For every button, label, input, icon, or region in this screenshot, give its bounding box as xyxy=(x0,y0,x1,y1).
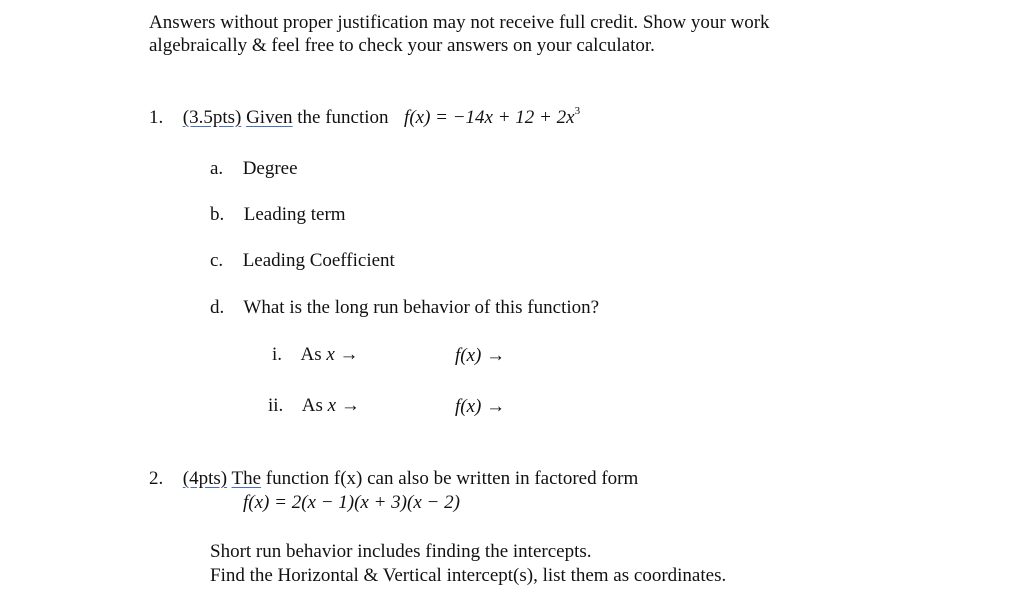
function-rhs: −14x + 12 + 2x xyxy=(452,107,575,128)
intro-line-1: Answers without proper justification may not receive full credit. Show your work xyxy=(149,12,770,33)
part-c xyxy=(210,249,395,273)
question-1-header xyxy=(149,106,580,130)
f-arrow-ii: f(x) → xyxy=(455,396,506,417)
question-points: (4pts) xyxy=(182,468,228,489)
part-marker: a. xyxy=(210,158,224,179)
part-label: What is the long run behavior of this function? xyxy=(243,297,600,318)
intro-line-2: algebraically & feel free to check your answers on your calculator. xyxy=(149,35,655,56)
f-arrow-i: f(x) → xyxy=(455,345,506,366)
part-marker: c. xyxy=(210,250,224,271)
subpart-label: As xyxy=(300,344,322,365)
part-d xyxy=(210,296,599,320)
subpart-ii xyxy=(268,394,360,418)
short-run-text: Short run behavior includes finding the intercepts. xyxy=(210,541,592,562)
question-text: the function xyxy=(297,107,389,128)
subpart-marker: ii. xyxy=(268,395,284,416)
question-text: function f(x) can also be written in factored form xyxy=(265,468,639,489)
part-label: Leading term xyxy=(243,204,346,225)
part-b xyxy=(210,203,346,227)
question-2-header xyxy=(149,467,638,491)
question-number: 2. xyxy=(149,468,164,489)
the-word: The xyxy=(231,468,262,489)
part-label: Leading Coefficient xyxy=(242,250,395,271)
part-a xyxy=(210,157,298,181)
given-word: Given xyxy=(246,107,293,128)
intercepts-instruction: Find the Horizontal & Vertical intercept(s), list them as coordinates. xyxy=(210,565,727,586)
factored-form: f(x) = 2(x − 1)(x + 3)(x − 2) xyxy=(243,492,460,513)
function-exponent: 3 xyxy=(574,104,581,117)
subpart-label: As xyxy=(301,395,323,416)
part-marker: d. xyxy=(210,297,225,318)
part-marker: b. xyxy=(210,204,225,225)
subpart-i xyxy=(272,343,359,367)
x-arrow: x → xyxy=(327,395,360,416)
part-label: Degree xyxy=(242,158,298,179)
question-number: 1. xyxy=(149,107,164,128)
subpart-marker: i. xyxy=(272,344,283,365)
x-arrow: x → xyxy=(326,344,359,365)
function-lhs: f(x) = xyxy=(404,107,453,128)
question-points: (3.5pts) xyxy=(182,107,242,128)
